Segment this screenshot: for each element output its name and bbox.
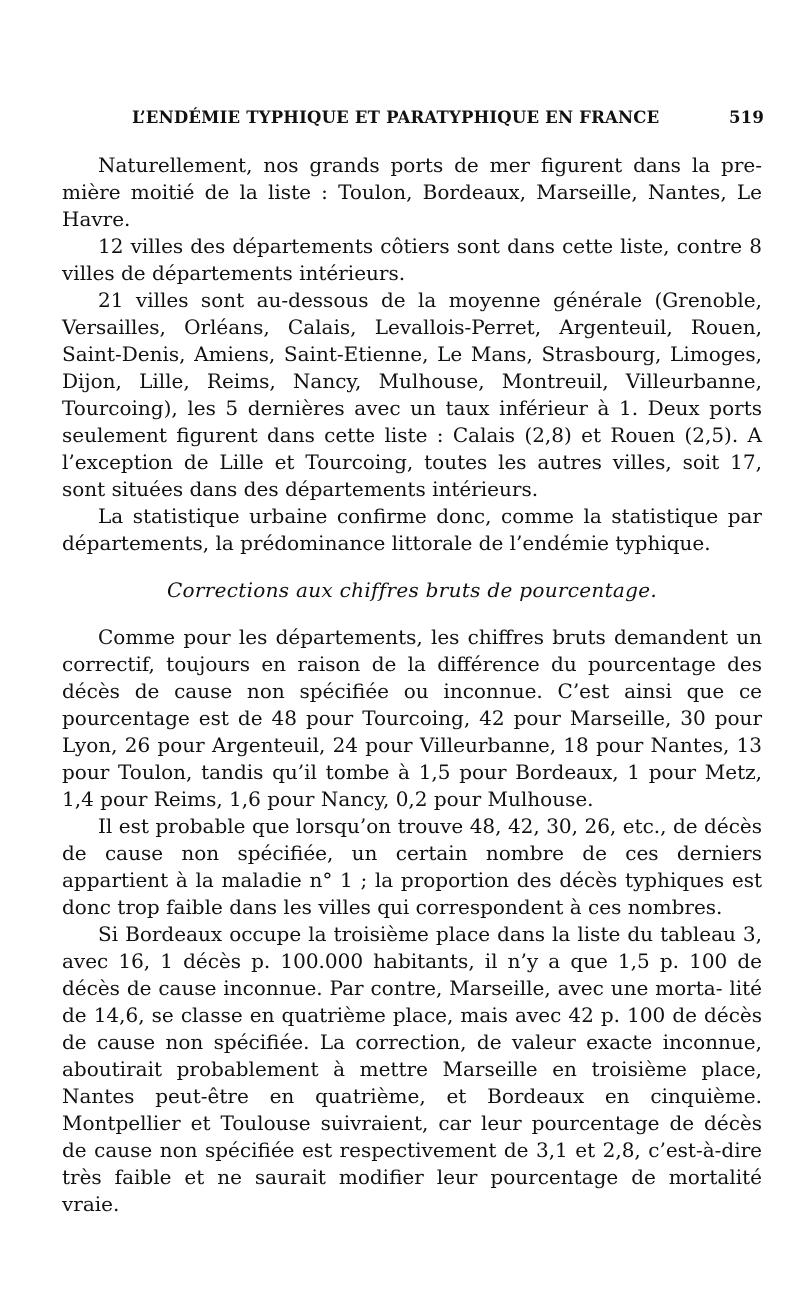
section-heading: Corrections aux chiffres bruts de pourcentage. — [166, 578, 658, 602]
page-header — [62, 104, 762, 132]
paragraph: Il est probable que lorsqu’on trouve 48, 42, 30, 26, etc., de décès de cause non spécifiée, un certain nombre de ces derniers appartient à la maladie n° 1 ; la proportion des décès typhiques est donc trop faible dans les villes qui correspondent à ces nombres. — [62, 814, 762, 919]
paragraph: 12 villes des départements côtiers sont dans cette liste, contre 8 villes de départements intérieurs. — [62, 234, 762, 285]
paragraph: Comme pour les départements, les chiffres bruts demandent un correctif, toujours en raison de la différence du pourcentage des décès de cause non spécifiée ou inconnue. C’est ainsi que ce pourcentage est de 48 pour Tourcoing, 42 pour Marseille, 30 pour Lyon, 26 pour Argenteuil, 24 pour Villeurbanne, 18 pour Nantes, 13 pour Toulon, tandis qu’il tombe à 1,5 pour Bordeaux, 1 pour Metz, 1,4 pour Reims, 1,6 pour Nancy, 0,2 pour Mulhouse. — [62, 625, 762, 811]
page-number: 519 — [728, 108, 764, 127]
paragraph: Naturellement, nos grands ports de mer figurent dans la pre- mière moitié de la liste : Toulon, Bordeaux, Marseille, Nantes, Le Havre. — [62, 153, 762, 231]
page-body — [62, 152, 762, 1218]
paragraph: La statistique urbaine confirme donc, comme la statistique par départements, la prédominance littorale de l’endémie typhique. — [62, 504, 762, 555]
running-title: L’ENDÉMIE TYPHIQUE ET PARATYPHIQUE EN FRANCE — [132, 108, 660, 127]
document-page — [62, 104, 762, 1218]
paragraph: 21 villes sont au-dessous de la moyenne générale (Grenoble, Versailles, Orléans, Calais, Levallois-Perret, Argenteuil, Rouen, Saint-Denis, Amiens, Saint-Etienne, Le Mans, Strasbourg, Limoges, Dijon, Lille, Reims, Nancy, Mulhouse, Montreuil, Villeurbanne, Tourcoing), les 5 dernières avec un taux inférieur à 1. Deux ports seulement figurent dans cette liste : Calais (2,8) et Rouen (2,5). A l’exception de Lille et Tourcoing, toutes les autres villes, soit 17, sont situées dans des départements intérieurs. — [62, 288, 762, 501]
paragraph: Si Bordeaux occupe la troisième place dans la liste du tableau 3, avec 16, 1 décès p. 100.000 habitants, il n’y a que 1,5 p. 100 de décès de cause inconnue. Par contre, Marseille, avec une morta- lité de 14,6, se classe en quatrième place, mais avec 42 p. 100 de décès de cause non spécifiée. La correction, de valeur exacte inconnue, aboutirait probablement à mettre Marseille en troisième place, Nantes peut-être en quatrième, et Bordeaux en cinquième. Montpellier et Toulouse suivraient, car leur pourcentage de décès de cause non spécifiée est respectivement de 3,1 et 2,8, c’est-à-dire très faible et ne saurait modifier leur pourcentage de mortalité vraie. — [62, 922, 762, 1216]
